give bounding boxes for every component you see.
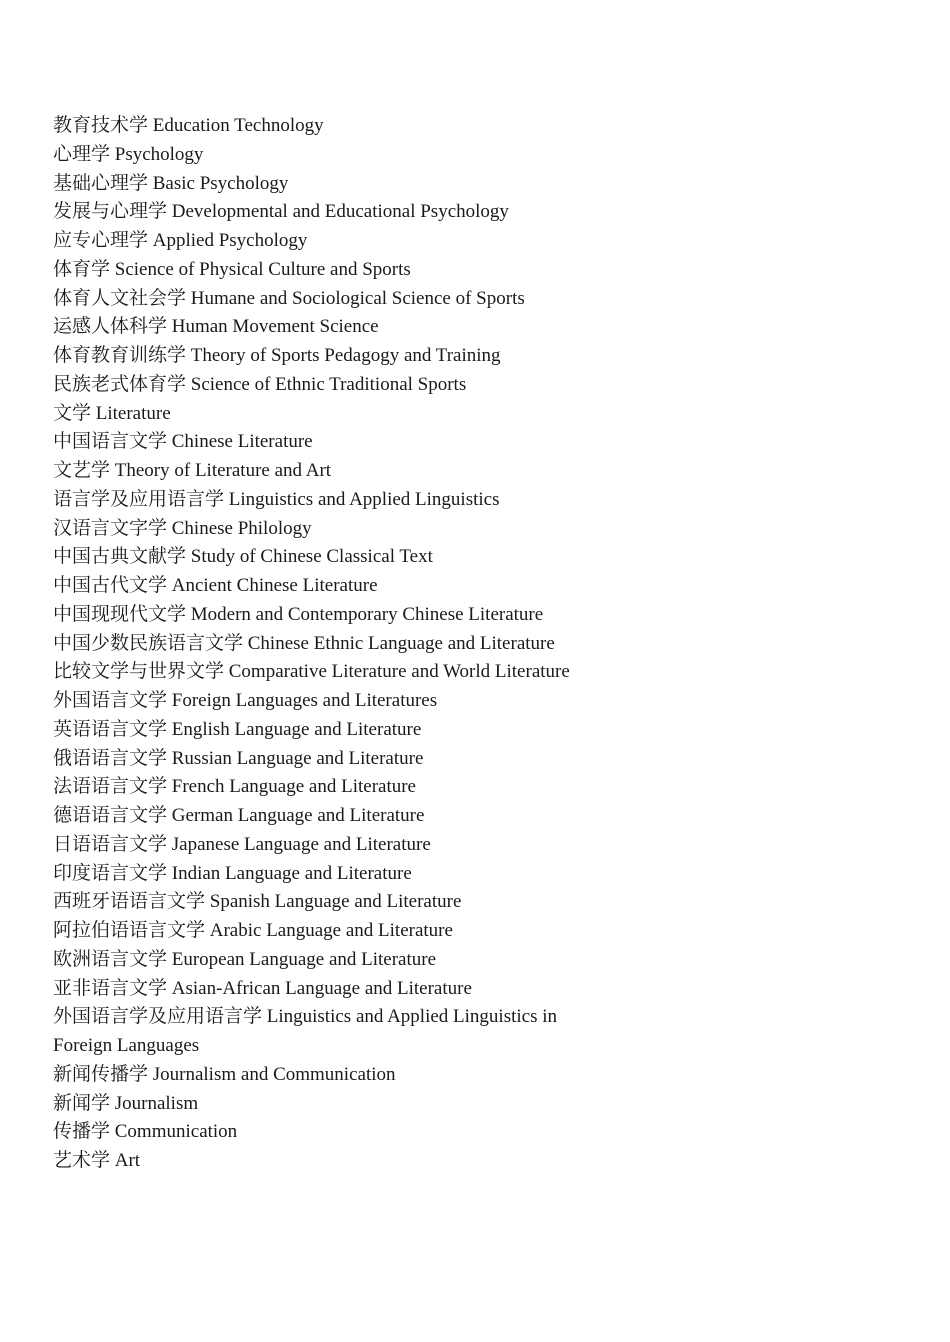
list-item: 体育教育训练学 Theory of Sports Pedagogy and Training — [53, 345, 501, 366]
list-item: 中国古典文献学 Study of Chinese Classical Text — [53, 546, 433, 568]
list-item: 新闻传播学 Journalism and Communication — [53, 1063, 396, 1085]
list-item: 法语语言文学 French Language and Literature — [53, 776, 416, 798]
list-item: 民族老式体育学 Science of Ethnic Traditional Sports — [53, 373, 467, 395]
list-item: 中国古代文学 Ancient Chinese Literature — [53, 575, 378, 596]
list-item: 应专心理学 Applied Psychology — [53, 230, 308, 251]
list-item: 英语语言文学 English Language and Literature — [53, 718, 422, 740]
list-item: 外国语言学及应用语言学 Linguistics and Applied Linguistics in Foreign Languages — [53, 1006, 558, 1056]
list-item: 运感人体科学 Human Movement Science — [53, 316, 379, 338]
document-page — [53, 112, 583, 1176]
list-item: 阿拉伯语语言文学 Arabic Language and Literature — [53, 920, 453, 941]
list-item: 中国少数民族语言文学 Chinese Ethnic Language and Literature — [53, 632, 555, 654]
list-item: 西班牙语语言文学 Spanish Language and Literature — [53, 891, 462, 913]
list-item: 德语语言文学 German Language and Literature — [53, 805, 425, 826]
list-item: 亚非语言文学 Asian-African Language and Literature — [53, 977, 472, 999]
list-item: 比较文学与世界文学 Comparative Literature and World Literature — [53, 661, 570, 683]
list-item: 传播学 Communication — [53, 1121, 238, 1143]
list-item: 新闻学 Journalism — [53, 1092, 199, 1114]
list-item: 日语语言文学 Japanese Language and Literature — [53, 833, 431, 855]
list-item: 体育人文社会学 Humane and Sociological Science of Sports — [53, 287, 525, 309]
list-item: 语言学及应用语言学 Linguistics and Applied Linguistics — [53, 488, 500, 510]
discipline-list — [53, 112, 583, 1176]
list-item: 文艺学 Theory of Literature and Art — [53, 460, 332, 481]
list-item: 体育学 Science of Physical Culture and Sports — [53, 258, 411, 280]
list-item: 发展与心理学 Developmental and Educational Psychology — [53, 201, 509, 223]
list-item: 心理学 Psychology — [53, 143, 204, 165]
list-item: 艺术学 Art — [53, 1150, 141, 1171]
list-item: 欧洲语言文学 European Language and Literature — [53, 948, 437, 970]
list-item: 教育技术学 Education Technology — [53, 115, 324, 136]
list-item: 汉语言文字学 Chinese Philology — [53, 517, 312, 539]
list-item: 俄语语言文学 Russian Language and Literature — [53, 747, 424, 769]
list-item: 中国语言文学 Chinese Literature — [53, 431, 313, 453]
list-item: 印度语言文学 Indian Language and Literature — [53, 862, 412, 884]
list-item: 基础心理学 Basic Psychology — [53, 172, 289, 194]
list-item: 文学 Literature — [53, 402, 171, 424]
list-item: 外国语言文学 Foreign Languages and Literatures — [53, 690, 438, 711]
list-item: 中国现现代文学 Modern and Contemporary Chinese Literature — [53, 603, 544, 625]
